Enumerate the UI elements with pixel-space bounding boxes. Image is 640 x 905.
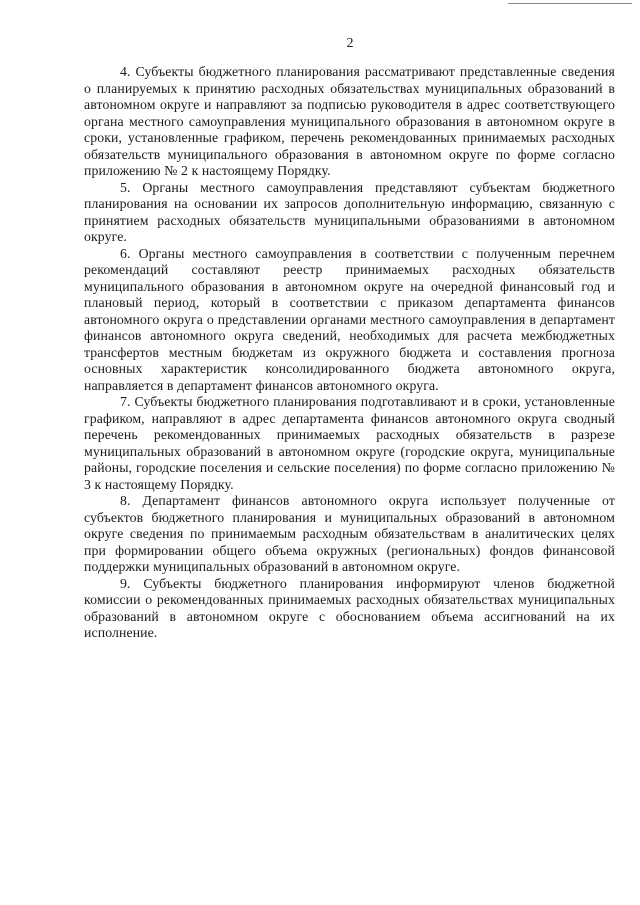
- paragraph-8: 8. Департамент финансов автономного округа использует полученные от субъектов бюджетного планирования и муниципальных образований в автономном округе сведения по принимаемым расходным обязательствам в аналитических целях при формировании общего объема окружных (региональных) фондов финансовой поддержки муниципальных образований в автономном округе.: [84, 493, 615, 574]
- page-number: 2: [346, 36, 354, 51]
- top-rule: [508, 3, 632, 4]
- paragraph-4: 4. Субъекты бюджетного планирования рассматривают представленные сведения о планируемых к принятию расходных обязательствах муниципальных образований в автономном округе и направляют за подписью руководителя в адрес соответствующего органа местного самоуправления муниципального образования в автономном округе в сроки, установленные графиком, перечень рекомендованных принимаемых расходных обязательств муниципального образования в автономном округе по форме согласно приложению № 2 к настоящему Порядку.: [84, 64, 615, 178]
- paragraph-9: 9. Субъекты бюджетного планирования информируют членов бюджетной комиссии о рекомендованных принимаемых расходных обязательствах муниципальных образований в автономном округе с обоснованием объема ассигнований на их исполнение.: [84, 575, 615, 640]
- paragraph-6: 6. Органы местного самоуправления в соответствии с полученным перечнем рекомендаций составляют реестр принимаемых расходных обязательств муниципального образования в автономном округе на очередной финансовый год и плановый период, который в соответствии с приказом департамента финансов автономного округа о представлении органами местного самоуправления в департамент финансов автономного округа сведений, необходимых для расчета межбюджетных трансфертов местным бюджетам из окружного бюджета и составления прогноза основных характеристик консолидированного бюджета автономного округа, направляется в департамент финансов автономного округа.: [84, 245, 615, 393]
- paragraph-5: 5. Органы местного самоуправления представляют субъектам бюджетного планирования на основании их запросов дополнительную информацию, связанную с принятием расходных обязательств муниципальными образованиями в автономном округе.: [84, 179, 615, 244]
- document-body: [84, 64, 615, 642]
- paragraph-7: 7. Субъекты бюджетного планирования подготавливают и в сроки, установленные графиком, направляют в адрес департамента финансов автономного округа сводный перечень рекомендованных принимаемых расходных обязательств в разрезе муниципальных образований в автономном округе (городские округа, муниципальные районы, городские поселения и сельские поселения) по форме согласно приложению № 3 к настоящему Порядку.: [84, 394, 615, 492]
